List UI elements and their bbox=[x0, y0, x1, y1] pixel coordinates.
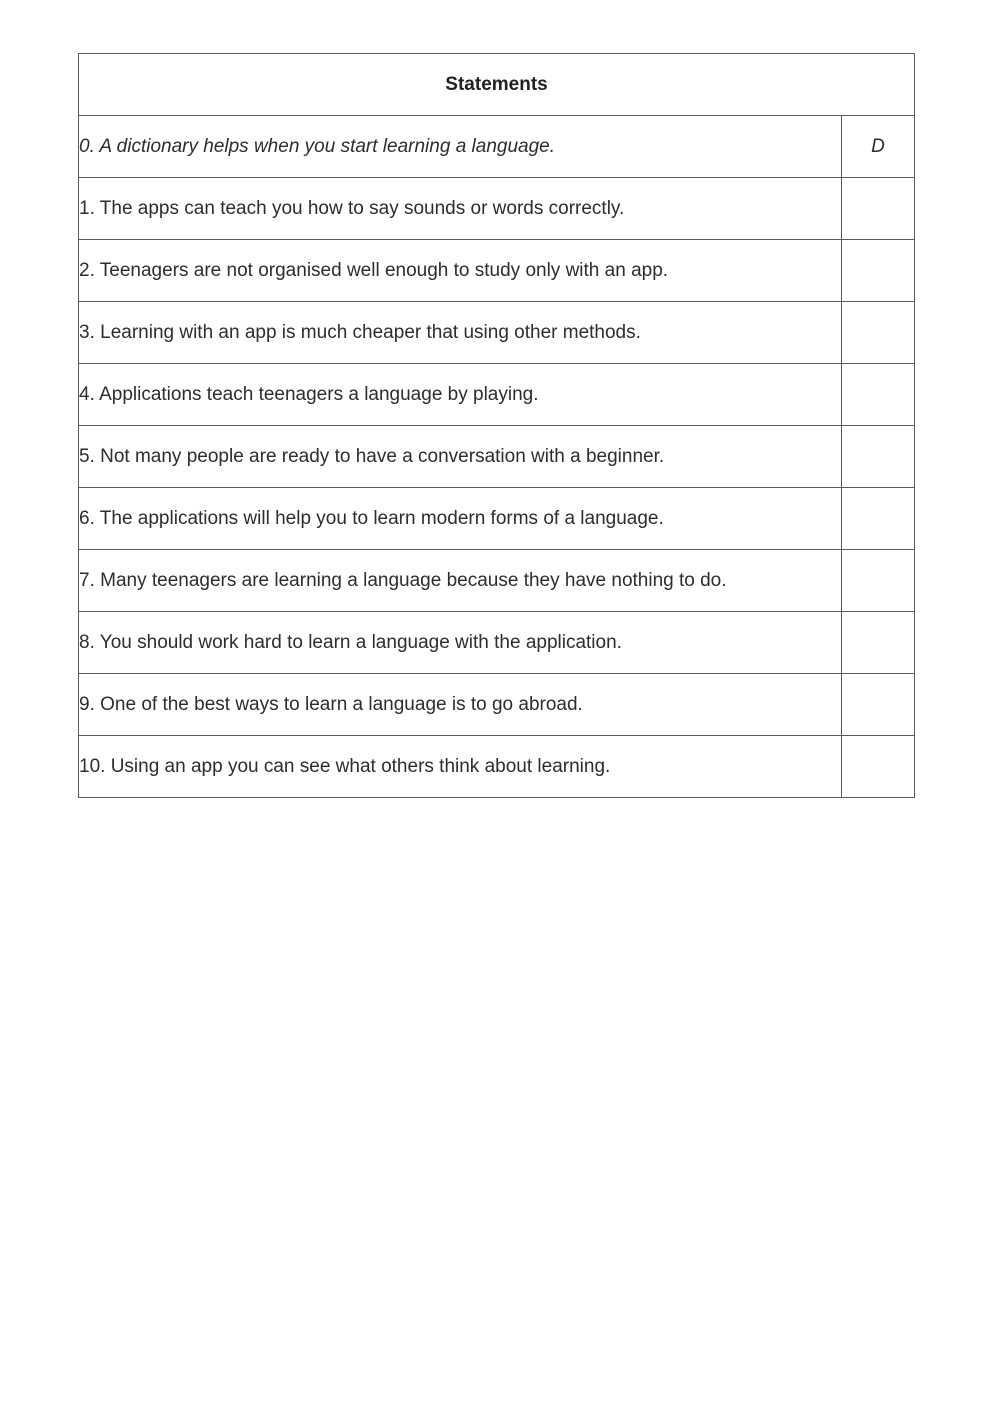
table-row bbox=[79, 488, 915, 550]
statement-text: 3. Learning with an app is much cheaper that using other methods. bbox=[79, 302, 842, 364]
answer-input[interactable] bbox=[842, 302, 914, 363]
table-row bbox=[79, 736, 915, 798]
statement-text: 5. Not many people are ready to have a conversation with a beginner. bbox=[79, 426, 842, 488]
answer-input[interactable] bbox=[842, 550, 914, 611]
table-row bbox=[79, 116, 915, 178]
answer-cell bbox=[842, 612, 915, 674]
table-row bbox=[79, 612, 915, 674]
answer-cell bbox=[842, 240, 915, 302]
answer-input[interactable] bbox=[842, 426, 914, 487]
statement-text: 4. Applications teach teenagers a language by playing. bbox=[79, 364, 842, 426]
table-row bbox=[79, 364, 915, 426]
answer-input[interactable] bbox=[842, 178, 914, 239]
answer-cell bbox=[842, 736, 915, 798]
answer-input[interactable] bbox=[842, 736, 914, 797]
answer-input[interactable] bbox=[842, 364, 914, 425]
answer-cell bbox=[842, 302, 915, 364]
answer-input[interactable] bbox=[842, 674, 914, 735]
answer-cell bbox=[842, 426, 915, 488]
statement-text: 0. A dictionary helps when you start learning a language. bbox=[79, 116, 842, 178]
table-row bbox=[79, 550, 915, 612]
statement-text: 7. Many teenagers are learning a language because they have nothing to do. bbox=[79, 550, 842, 612]
answer-cell bbox=[842, 488, 915, 550]
table-header: Statements bbox=[79, 54, 915, 116]
table-row bbox=[79, 426, 915, 488]
statement-text: 6. The applications will help you to learn modern forms of a language. bbox=[79, 488, 842, 550]
table-row bbox=[79, 240, 915, 302]
statement-text: 9. One of the best ways to learn a language is to go abroad. bbox=[79, 674, 842, 736]
answer-cell bbox=[842, 674, 915, 736]
table-row bbox=[79, 302, 915, 364]
answer-cell: D bbox=[842, 116, 915, 178]
statement-text: 2. Teenagers are not organised well enough to study only with an app. bbox=[79, 240, 842, 302]
answer-input[interactable] bbox=[842, 612, 914, 673]
answer-cell bbox=[842, 550, 915, 612]
answer-cell bbox=[842, 364, 915, 426]
table-header-row bbox=[79, 54, 915, 116]
statement-text: 8. You should work hard to learn a language with the application. bbox=[79, 612, 842, 674]
worksheet bbox=[78, 53, 914, 798]
statement-text: 10. Using an app you can see what others think about learning. bbox=[79, 736, 842, 798]
answer-cell bbox=[842, 178, 915, 240]
statement-text: 1. The apps can teach you how to say sounds or words correctly. bbox=[79, 178, 842, 240]
table-row bbox=[79, 674, 915, 736]
statements-table bbox=[78, 53, 915, 798]
table-row bbox=[79, 178, 915, 240]
answer-input[interactable] bbox=[842, 240, 914, 301]
answer-input[interactable] bbox=[842, 488, 914, 549]
